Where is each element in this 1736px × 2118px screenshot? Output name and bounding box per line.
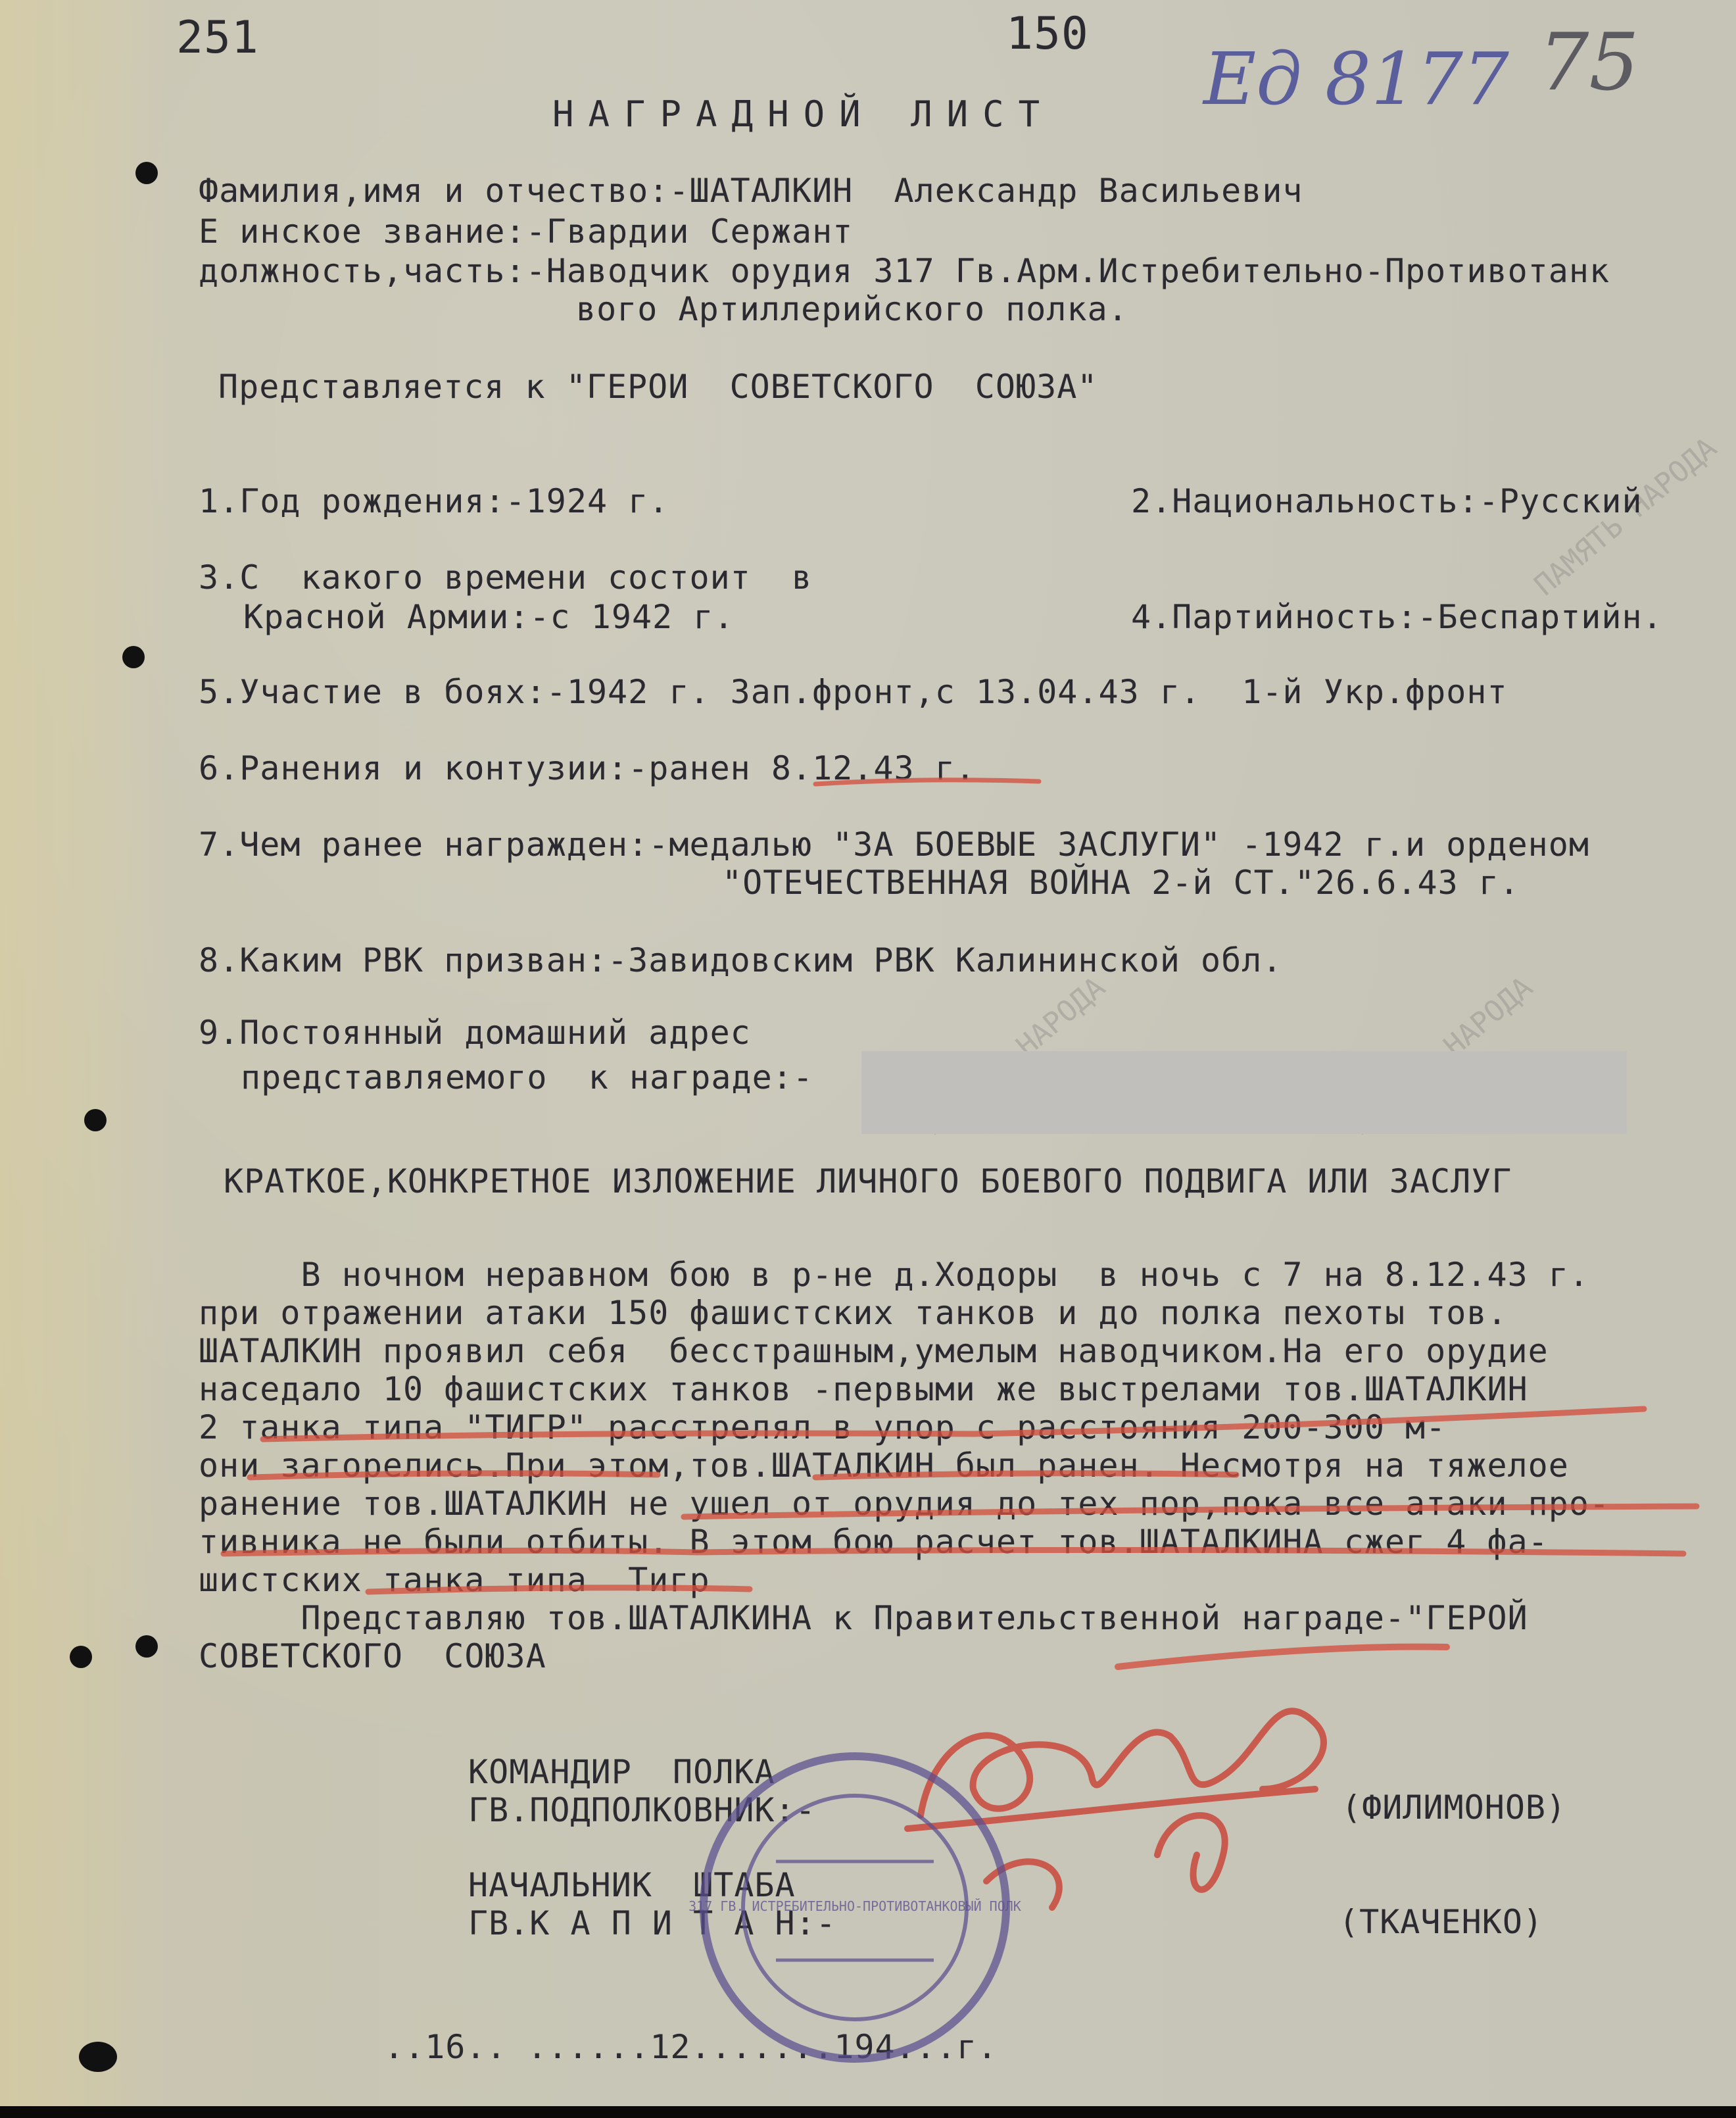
summary-line: ШАТАЛКИН проявил себя бесстрашным,умелым наводчиком.На его орудие: [199, 1332, 1549, 1370]
document-title: НАГРАДНОЙ ЛИСТ: [552, 93, 1055, 135]
handwritten-code: Ед 8177: [1203, 37, 1509, 121]
position-line: должность,часть:-Наводчик орудия 317 Гв.Арм.Истребительно-Противотанк: [199, 252, 1610, 290]
stamp-text: 317 ГВ. ИСТРЕБИТЕЛЬНО-ПРОТИВОТАНКОВЫЙ ПОЛК: [688, 1898, 1021, 1914]
field-draft-office: 8.Каким РВК призван:-Завидовским РВК Калининской обл.: [199, 941, 1283, 979]
summary-line: СОВЕТСКОГО СОЮЗА: [199, 1637, 546, 1675]
chief-of-staff-title: НАЧАЛЬНИК ШТАБА: [468, 1866, 796, 1904]
field-nationality: 2.Национальность:-Русский: [1131, 482, 1643, 520]
red-pencil-underline: [263, 1409, 1644, 1439]
summary-line: наседало 10 фашистских танков -первыми же выстрелами тов.ШАТАЛКИН: [199, 1370, 1528, 1408]
red-pencil-underline: [815, 1473, 1236, 1477]
commander-name: (ФИЛИМОНОВ): [1341, 1788, 1567, 1827]
red-pencil-underline: [684, 1506, 1697, 1517]
field-address-cont: представляемого к награде:-: [241, 1058, 813, 1096]
field-prior-awards-cont: "ОТЕЧЕСТВЕННАЯ ВОЙНА 2-й СТ."26.6.43 г.: [722, 864, 1520, 902]
field-birth-year: 1.Год рождения:-1924 г.: [199, 482, 669, 520]
scan-edge: [0, 2106, 1736, 2118]
summary-line: тивника не были отбиты. В этом бою расчет тов.ШАТАЛКИНА сжег 4 фа-: [199, 1523, 1549, 1561]
chief-of-staff-rank: ГВ.К А П И Т А Н:-: [468, 1904, 836, 1942]
field-party: 4.Партийность:-Беспартийн.: [1131, 598, 1663, 636]
summary-line: ранение тов.ШАТАЛКИН не ушел от орудия до тех пор,пока все атаки про-: [199, 1485, 1610, 1523]
corner-handwriting: 75: [1539, 17, 1639, 109]
field-prior-awards: 7.Чем ранее награжден:-медалью "ЗА БОЕВЫЕ ЗАСЛУГИ" -1942 г.и орденом: [199, 825, 1589, 864]
summary-line: В ночном неравном бою в р-не д.Ходоры в ночь с 7 на 8.12.43 г.: [199, 1256, 1589, 1294]
name-line: Фамилия,имя и отчество:-ШАТАЛКИН Александр Васильевич: [199, 172, 1303, 210]
chief-of-staff-name: (ТКАЧЕНКО): [1339, 1903, 1544, 1941]
archive-number: 251: [176, 12, 259, 64]
red-pencil-underline: [368, 1588, 750, 1592]
rank-line: Е инское звание:-Гвардии Сержант: [199, 212, 854, 251]
field-wounds: 6.Ранения и контузии:-ранен 8.12.43 г.: [199, 749, 976, 787]
red-pencil-underline: [1118, 1647, 1447, 1667]
field-address: 9.Постоянный домашний адрес: [199, 1014, 751, 1052]
summary-line: шистских танка типа Тигр: [199, 1561, 710, 1599]
summary-heading: КРАТКОЕ,КОНКРЕТНОЕ ИЗЛОЖЕНИЕ ЛИЧНОГО БОЕВОГО ПОДВИГА ИЛИ ЗАСЛУГ: [224, 1162, 1512, 1200]
summary-line: они загорелись.При этом,тов.ШАТАЛКИН был ранен. Несмотря на тяжелое: [199, 1446, 1569, 1485]
field-service-since-cont: Красной Армии:-с 1942 г.: [243, 598, 735, 636]
summary-line: 2 танка типа "ТИГР" расстрелял в упор с расстояния 200-300 м-: [199, 1408, 1447, 1446]
position-line-cont: вого Артиллерийского полка.: [576, 290, 1128, 328]
page-number: 150: [1006, 8, 1089, 60]
red-pencil-underline: [250, 1473, 658, 1477]
commander-title: КОМАНДИР ПОЛКА: [468, 1753, 775, 1791]
field-battles: 5.Участие в боях:-1942 г. Зап.фронт,с 13.04.43 г. 1-й Укр.фронт: [199, 673, 1508, 711]
field-service-since: 3.С какого времени состоит в: [199, 558, 813, 597]
commander-signature: [921, 1711, 1324, 1815]
date-line: ..16.. ......12.......194...г.: [384, 2028, 998, 2066]
chief-of-staff-signature: [986, 1815, 1225, 1908]
red-pencil-underline: [224, 1550, 1683, 1554]
red-pencil-underline: [815, 780, 1039, 784]
watermark-text: ПАМЯТЬ НАРОДА: [1528, 431, 1724, 603]
summary-line: Представляю тов.ШАТАЛКИНА к Правительственной награде-"ГЕРОЙ: [199, 1599, 1528, 1637]
summary-line: при отражении атаки 150 фашистских танков и до полка пехоты тов.: [199, 1294, 1508, 1332]
award-requested-line: Представляется к "ГЕРОИ СОВЕТСКОГО СОЮЗА": [218, 368, 1098, 406]
commander-rank: ГВ.ПОДПОЛКОВНИК:-: [468, 1791, 816, 1829]
